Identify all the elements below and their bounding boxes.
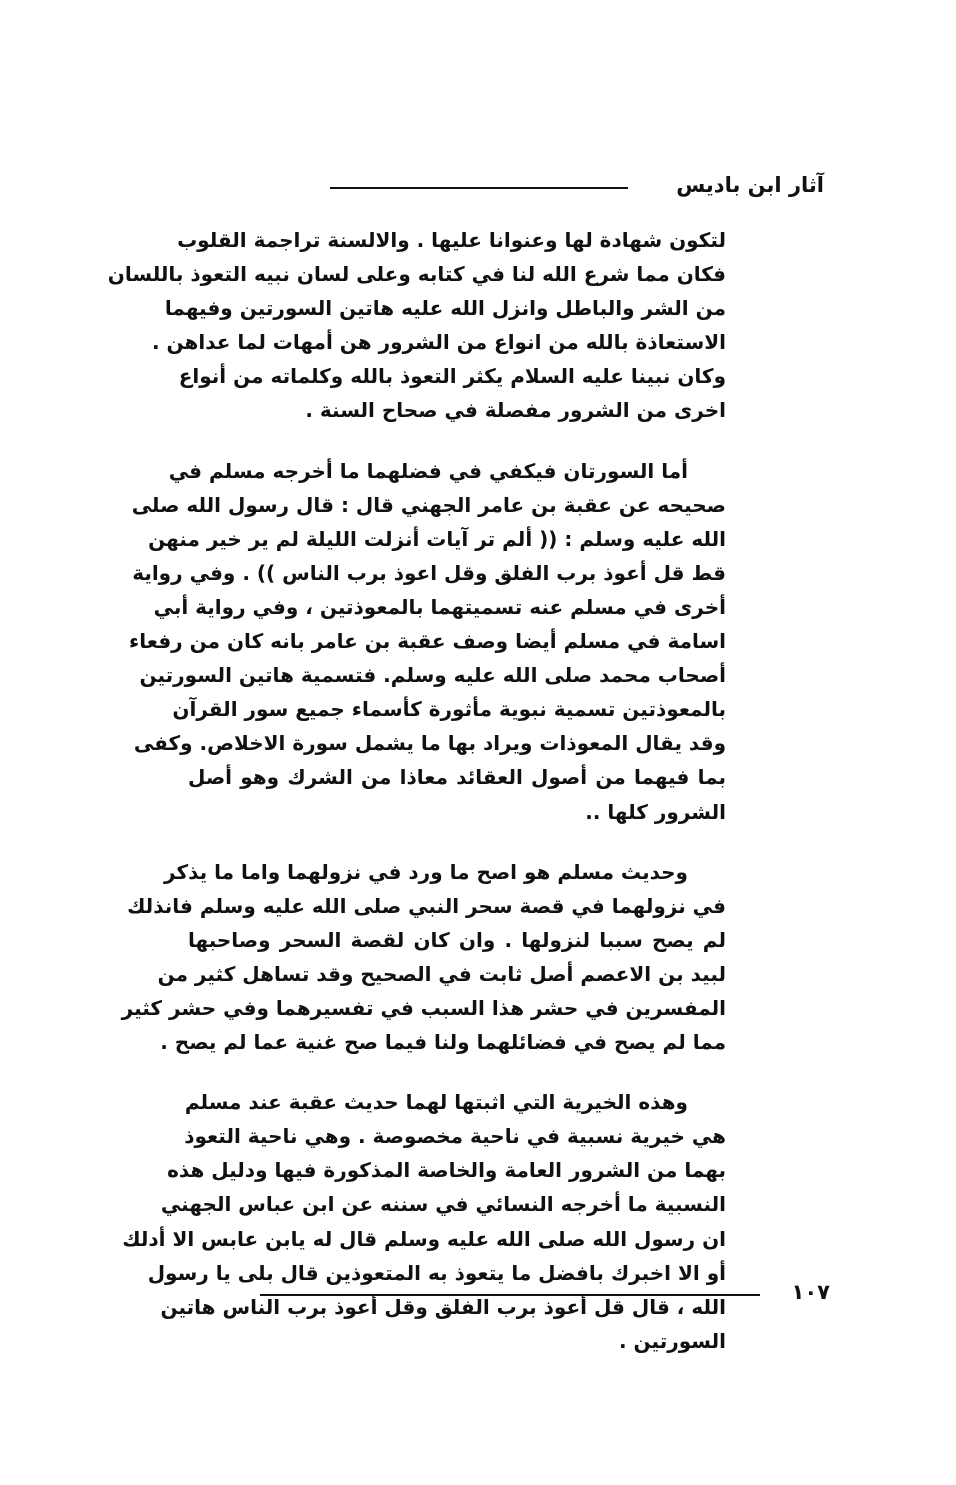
text-line: بهما من الشرور العامة والخاصة المذكورة فيها ودليل هذه (167, 1158, 726, 1183)
paragraph-3 (121, 855, 726, 1060)
paragraph-4 (122, 1085, 726, 1358)
text-line: من الشر والباطل وانزل الله عليه هاتين السورتين وفيهما (164, 296, 726, 321)
text-line: أخرى في مسلم عنه تسميتهما بالمعوذتين ، وفي رواية أبي (153, 594, 726, 619)
running-header (188, 170, 824, 200)
text-line: السورتين . (618, 1328, 726, 1353)
text-line: النسبية ما أخرجه النسائي في سننه عن ابن عباس الجهني (160, 1192, 726, 1217)
text-line: أما السورتان فيكفي في فضلهما ما أخرجه مسلم في (168, 458, 688, 483)
book-title: آثار ابن باديس (676, 173, 824, 197)
paragraph-1 (107, 223, 726, 428)
text-line: فكان مما شرع الله لنا في كتابه وعلى لسان نبيه التعوذ باللسان (107, 262, 726, 287)
text-line: وحديث مسلم هو اصح ما ورد في نزولهما واما ما يذكر (164, 859, 688, 884)
text-line: وقد يقال المعوذات ويراد بها ما يشمل سورة الاخلاص. وكفى (133, 731, 726, 756)
body-text (107, 223, 726, 1358)
paragraph-2 (129, 454, 726, 829)
header-rule (330, 187, 628, 189)
text-line: أو الا اخبرك بافضل ما يتعوذ به المتعوذين قال بلى يا رسول (147, 1260, 726, 1285)
text-line: الاستعاذة بالله من انواع من الشرور هن أمهات لما عداهن . (151, 330, 726, 355)
text-line: الله عليه وسلم : (( ألم تر آيات أنزلت الليلة لم ير خير منهن (148, 526, 726, 551)
text-line: ان رسول الله صلى الله عليه وسلم قال له يابن عابس الا أدلك (122, 1226, 726, 1251)
page-number: ١٠٧ (791, 1280, 830, 1304)
text-line: بما فيهما من أصول العقائد معاذا من الشرك وهو أصل (188, 765, 726, 790)
text-line: لم يصح سببا لنزولها . وان كان لقصة السحر وصاحبها (188, 927, 726, 952)
text-line: قط قل أعوذ برب الفلق وقل اعوذ برب الناس )) . وفي رواية (132, 560, 726, 585)
text-line: أصحاب محمد صلى الله عليه وسلم. فتسمية هاتين السورتين (139, 663, 726, 688)
text-line: لتكون شهادة لها وعنوانا عليها . والالسنة تراجمة القلوب (177, 228, 726, 252)
text-line: اسامة في مسلم أيضا وصف عقبة بن عامر بانه كان من رفعاء (129, 629, 726, 654)
text-line: اخرى من الشرور مفصلة في صحاح السنة . (305, 398, 726, 423)
text-line: المفسرين في حشر هذا السبب في تفسيرهما وفي حشر كثير (121, 995, 726, 1020)
text-line: لبيد بن الاعصم أصل ثابت في الصحيح وقد تساهل كثير من (157, 961, 726, 986)
text-line: الشرور كلها .. (585, 799, 726, 824)
text-line: الله ، قال قل أعوذ برب الفلق وقل أعوذ برب الناس هاتين (160, 1294, 726, 1319)
text-line: هي خيرية نسبية في ناحية مخصوصة . وهي ناحية التعوذ (184, 1124, 726, 1149)
page-footer (188, 1277, 830, 1307)
text-line: مما لم يصح في فضائلهما ولنا فيما صح غنية عما لم يصح . (160, 1030, 726, 1055)
text-line: في نزولهما في قصة سحر النبي صلى الله عليه وسلم فانذلك (127, 893, 726, 918)
text-line: وكان نبينا عليه السلام يكثر التعوذ بالله وكلماته من أنواع (178, 364, 726, 389)
text-line: صحيحه عن عقبة بن عامر الجهني قال : قال رسول الله صلى (131, 492, 726, 517)
text-line: بالمعوذتين تسمية نبوية مأثورة كأسماء جميع سور القرآن (172, 697, 726, 722)
footer-rule (260, 1294, 760, 1296)
text-line: وهذه الخيرية التي اثبتها لهما حديث عقبة عند مسلم (184, 1090, 688, 1115)
